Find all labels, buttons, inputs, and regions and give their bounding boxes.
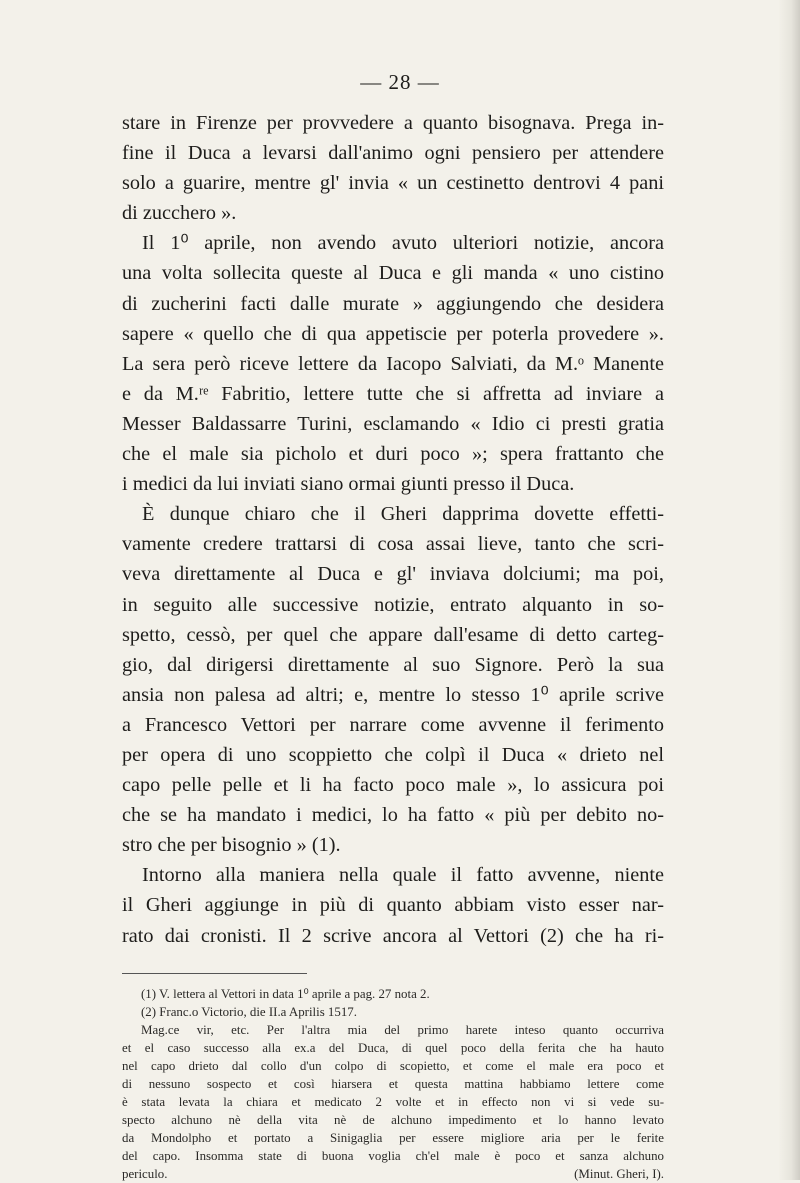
- footnote-line: periculo.: [122, 1167, 168, 1181]
- text-line: spetto, cessò, per quel che appare dall'esame di detto carteg-: [122, 623, 664, 646]
- footnote-line: (1) V. lettera al Vettori in data 1⁰ aprile a pag. 27 nota 2.: [141, 987, 430, 1001]
- text-line: ansia non palesa ad altri; e, mentre lo stesso 1⁰ aprile scrive: [122, 683, 664, 706]
- page-edge-shadow: [778, 0, 800, 1180]
- footnote-signature: (Minut. Gheri, I).: [574, 1167, 664, 1181]
- footnote-line: di nessuno sospecto et così hiarsera et questa mattina habbiamo lettere come: [122, 1077, 664, 1091]
- footnote-line: è stata levata la chiara et medicato 2 volte et in effecto non vi si vede su-: [122, 1095, 664, 1109]
- footnote-last-line: [122, 1165, 664, 1183]
- footnote-line: da Mondolpho et portato a Sinigaglia per essere migliore aria per le ferite: [122, 1131, 664, 1145]
- footnote-line: specto alchuno nè della vita nè de alchuno impedimento et lo hanno levato: [122, 1113, 664, 1127]
- footnote-divider: [122, 973, 307, 974]
- text-line: È dunque chiaro che il Gheri dapprima dovette effetti-: [142, 503, 664, 526]
- text-line: Il 1⁰ aprile, non avendo avuto ulteriori notizie, ancora: [142, 232, 664, 255]
- text-line: i medici da lui inviati siano ormai giunti presso il Duca.: [122, 473, 575, 496]
- text-line: per opera di uno scoppietto che colpì il Duca « drieto nel: [122, 743, 664, 766]
- footnote-line: et el caso successo alla ex.a del Duca, di quel poco della ferita che ha hauto: [122, 1041, 664, 1055]
- text-line: Messer Baldassarre Turini, esclamando « Idio ci presti gratia: [122, 412, 664, 435]
- body-text: [122, 108, 664, 951]
- footnote-line: nel capo drieto dal collo d'un colpo di scopietto, et come el male era poco et: [122, 1059, 664, 1073]
- footnote-line: (2) Franc.o Victorio, die II.a Aprilis 1517.: [141, 1005, 357, 1019]
- text-line: stare in Firenze per provvedere a quanto bisognava. Prega in-: [122, 112, 664, 134]
- footnote-line: del capo. Insomma state di buona voglia ch'el male è poco et sanza alchuno: [122, 1149, 664, 1163]
- text-line: a Francesco Vettori per narrare come avvenne il ferimento: [122, 713, 664, 736]
- text-line: in seguito alle successive notizie, entrato alquanto in so-: [122, 593, 664, 616]
- text-line: gio, dal dirigersi direttamente al suo Signore. Però la sua: [122, 653, 664, 676]
- text-line: fine il Duca a levarsi dall'animo ogni pensiero per attendere: [122, 142, 664, 165]
- page-number: — 28 —: [360, 70, 440, 94]
- text-line: sapere « quello che di qua appetiscie per poterla provedere ».: [122, 322, 664, 345]
- text-line: vamente credere trattarsi di cosa assai lieve, tanto che scri-: [122, 533, 664, 556]
- text-line: capo pelle pelle et li ha facto poco male », lo assicura poi: [122, 774, 664, 797]
- text-line: solo a guarire, mentre gl' invia « un cestinetto dentrovi 4 pani: [122, 172, 664, 195]
- text-line: e da M.ʳᵉ Fabritio, lettere tutte che si affretta ad inviare a: [122, 382, 664, 405]
- text-line: stro che per bisognio » (1).: [122, 834, 341, 857]
- text-line: di zucchero ».: [122, 202, 237, 225]
- text-line: veva direttamente al Duca e gl' inviava dolciumi; ma poi,: [122, 563, 664, 586]
- text-line: che el male sia picholo et duri poco »; spera frattanto che: [122, 443, 664, 466]
- text-line: La sera però riceve lettere da Iacopo Salviati, da M.ᵒ Manente: [122, 352, 664, 375]
- text-line: di zucherini facti dalle murate » aggiungendo che desidera: [122, 292, 664, 315]
- text-line: il Gheri aggiunge in più di quanto abbiam visto esser nar-: [122, 894, 664, 917]
- text-line: rato dai cronisti. Il 2 scrive ancora al Vettori (2) che ha ri-: [122, 924, 664, 947]
- footnote-line: Mag.ce vir, etc. Per l'altra mia del primo harete inteso quanto occurriva: [141, 1023, 664, 1037]
- footnotes: [122, 985, 664, 1183]
- text-line: una volta sollecita queste al Duca e gli manda « uno cistino: [122, 262, 664, 285]
- text-line: Intorno alla maniera nella quale il fatto avvenne, niente: [142, 864, 664, 887]
- text-line: che se ha mandato i medici, lo ha fatto « più per debito no-: [122, 804, 664, 827]
